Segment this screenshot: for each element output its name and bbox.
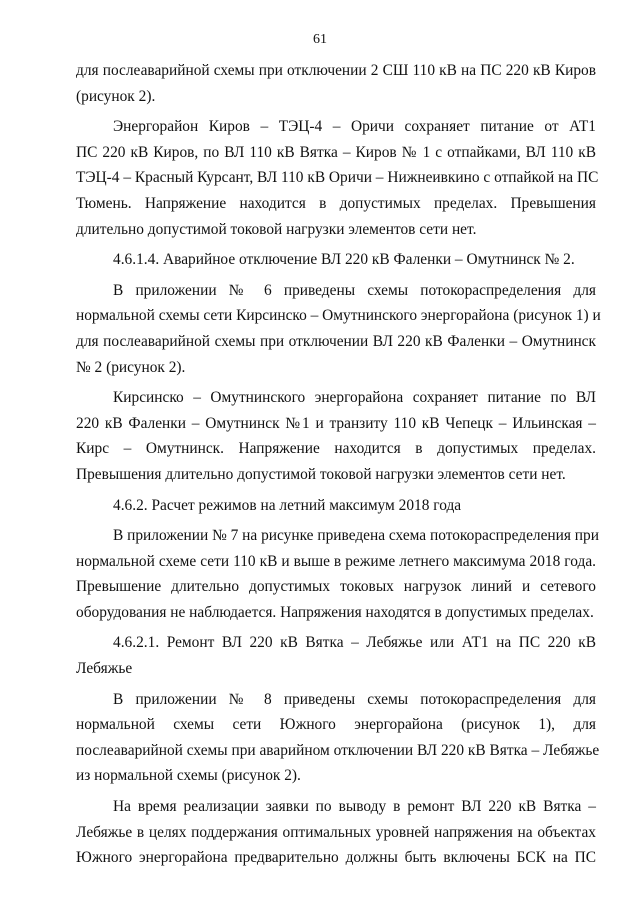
text-line: нормальной схемы сети Кирсинско – Омутнинского энергорайона (рисунок 1) и	[76, 307, 601, 325]
text-line: № 2 (рисунок 2).	[76, 358, 186, 376]
text-line: ТЭЦ-4 – Красный Курсант, ВЛ 110 кВ Оричи – Нижнеивкино с отпайкой на ПС	[76, 169, 599, 187]
text-line: Превышения длительно допустимой токовой нагрузки элементов сети нет.	[76, 465, 566, 483]
text-line: Южного энергорайона предварительно должны быть включены БСК на ПС	[76, 849, 596, 867]
paragraph	[76, 114, 599, 242]
paragraph	[76, 385, 596, 487]
section-heading	[76, 493, 596, 519]
page-number: 61	[313, 32, 327, 47]
text-line: 4.6.2. Расчет режимов на летний максимум 2018 года	[113, 496, 462, 514]
paragraph	[76, 523, 599, 625]
text-line: Кирсинско – Омутнинского энергорайона сохраняет питание по ВЛ	[113, 389, 596, 407]
text-line: Лебяжье в целях поддержания оптимальных уровней напряжения на объектах	[76, 823, 596, 841]
paragraph	[76, 687, 600, 789]
text-line: 4.6.2.1. Ремонт ВЛ 220 кВ Вятка – Лебяжье или АТ1 на ПС 220 кВ	[113, 634, 596, 652]
text-line: На время реализации заявки по выводу в ремонт ВЛ 220 кВ Вятка –	[113, 798, 596, 816]
paragraph	[76, 278, 601, 380]
text-line: нормальной схеме сети 110 кВ и выше в режиме летнего максимума 2018 года.	[76, 552, 596, 570]
text-line: Кирс – Омутнинск. Напряжение находится в допустимых пределах.	[76, 440, 596, 458]
text-line: для послеаварийной схемы при отключении 2 СШ 110 кВ на ПС 220 кВ Киров	[76, 62, 596, 79]
text-line: длительно допустимой токовой нагрузки элементов сети нет.	[76, 220, 477, 238]
section-heading	[76, 630, 596, 681]
text-line: 220 кВ Фаленки – Омутнинск №1 и транзиту 110 кВ Чепецк – Ильинская –	[76, 414, 596, 432]
text-line: оборудования не наблюдается. Напряжения находятся в допустимых пределах.	[76, 603, 594, 621]
text-line: послеаварийной схемы при аварийном отключении ВЛ 220 кВ Вятка – Лебяжье	[76, 741, 600, 759]
text-line: ПС 220 кВ Киров, по ВЛ 110 кВ Вятка – Киров № 1 с отпайками, ВЛ 110 кВ	[76, 143, 596, 161]
text-line: В приложении № 7 на рисунке приведена схема потокораспределения при	[113, 527, 599, 545]
text-line: В приложении № 6 приведены схемы потокораспределения для	[113, 281, 596, 299]
text-line: (рисунок 2).	[76, 87, 156, 105]
text-line: Превышение длительно допустимых токовых нагрузок линий и сетевого	[76, 578, 596, 596]
document-body	[76, 58, 601, 876]
text-line: Лебяжье	[76, 660, 133, 678]
paragraph	[76, 58, 596, 109]
text-line: Тюмень. Напряжение находится в допустимых пределах. Превышения	[76, 194, 596, 212]
text-line: В приложении № 8 приведены схемы потокораспределения для	[113, 690, 596, 708]
text-line: из нормальной схемы (рисунок 2).	[76, 767, 301, 785]
text-line: для послеаварийной схемы при отключении ВЛ 220 кВ Фаленки – Омутнинск	[76, 332, 596, 350]
section-heading	[76, 247, 596, 273]
text-line: Энергорайон Киров – ТЭЦ-4 – Оричи сохраняет питание от АТ1	[113, 118, 596, 136]
text-line: нормальной схемы сети Южного энергорайона (рисунок 1), для	[76, 716, 596, 734]
text-line: 4.6.1.4. Аварийное отключение ВЛ 220 кВ Фаленки – Омутнинск № 2.	[113, 251, 575, 269]
paragraph	[76, 794, 596, 871]
